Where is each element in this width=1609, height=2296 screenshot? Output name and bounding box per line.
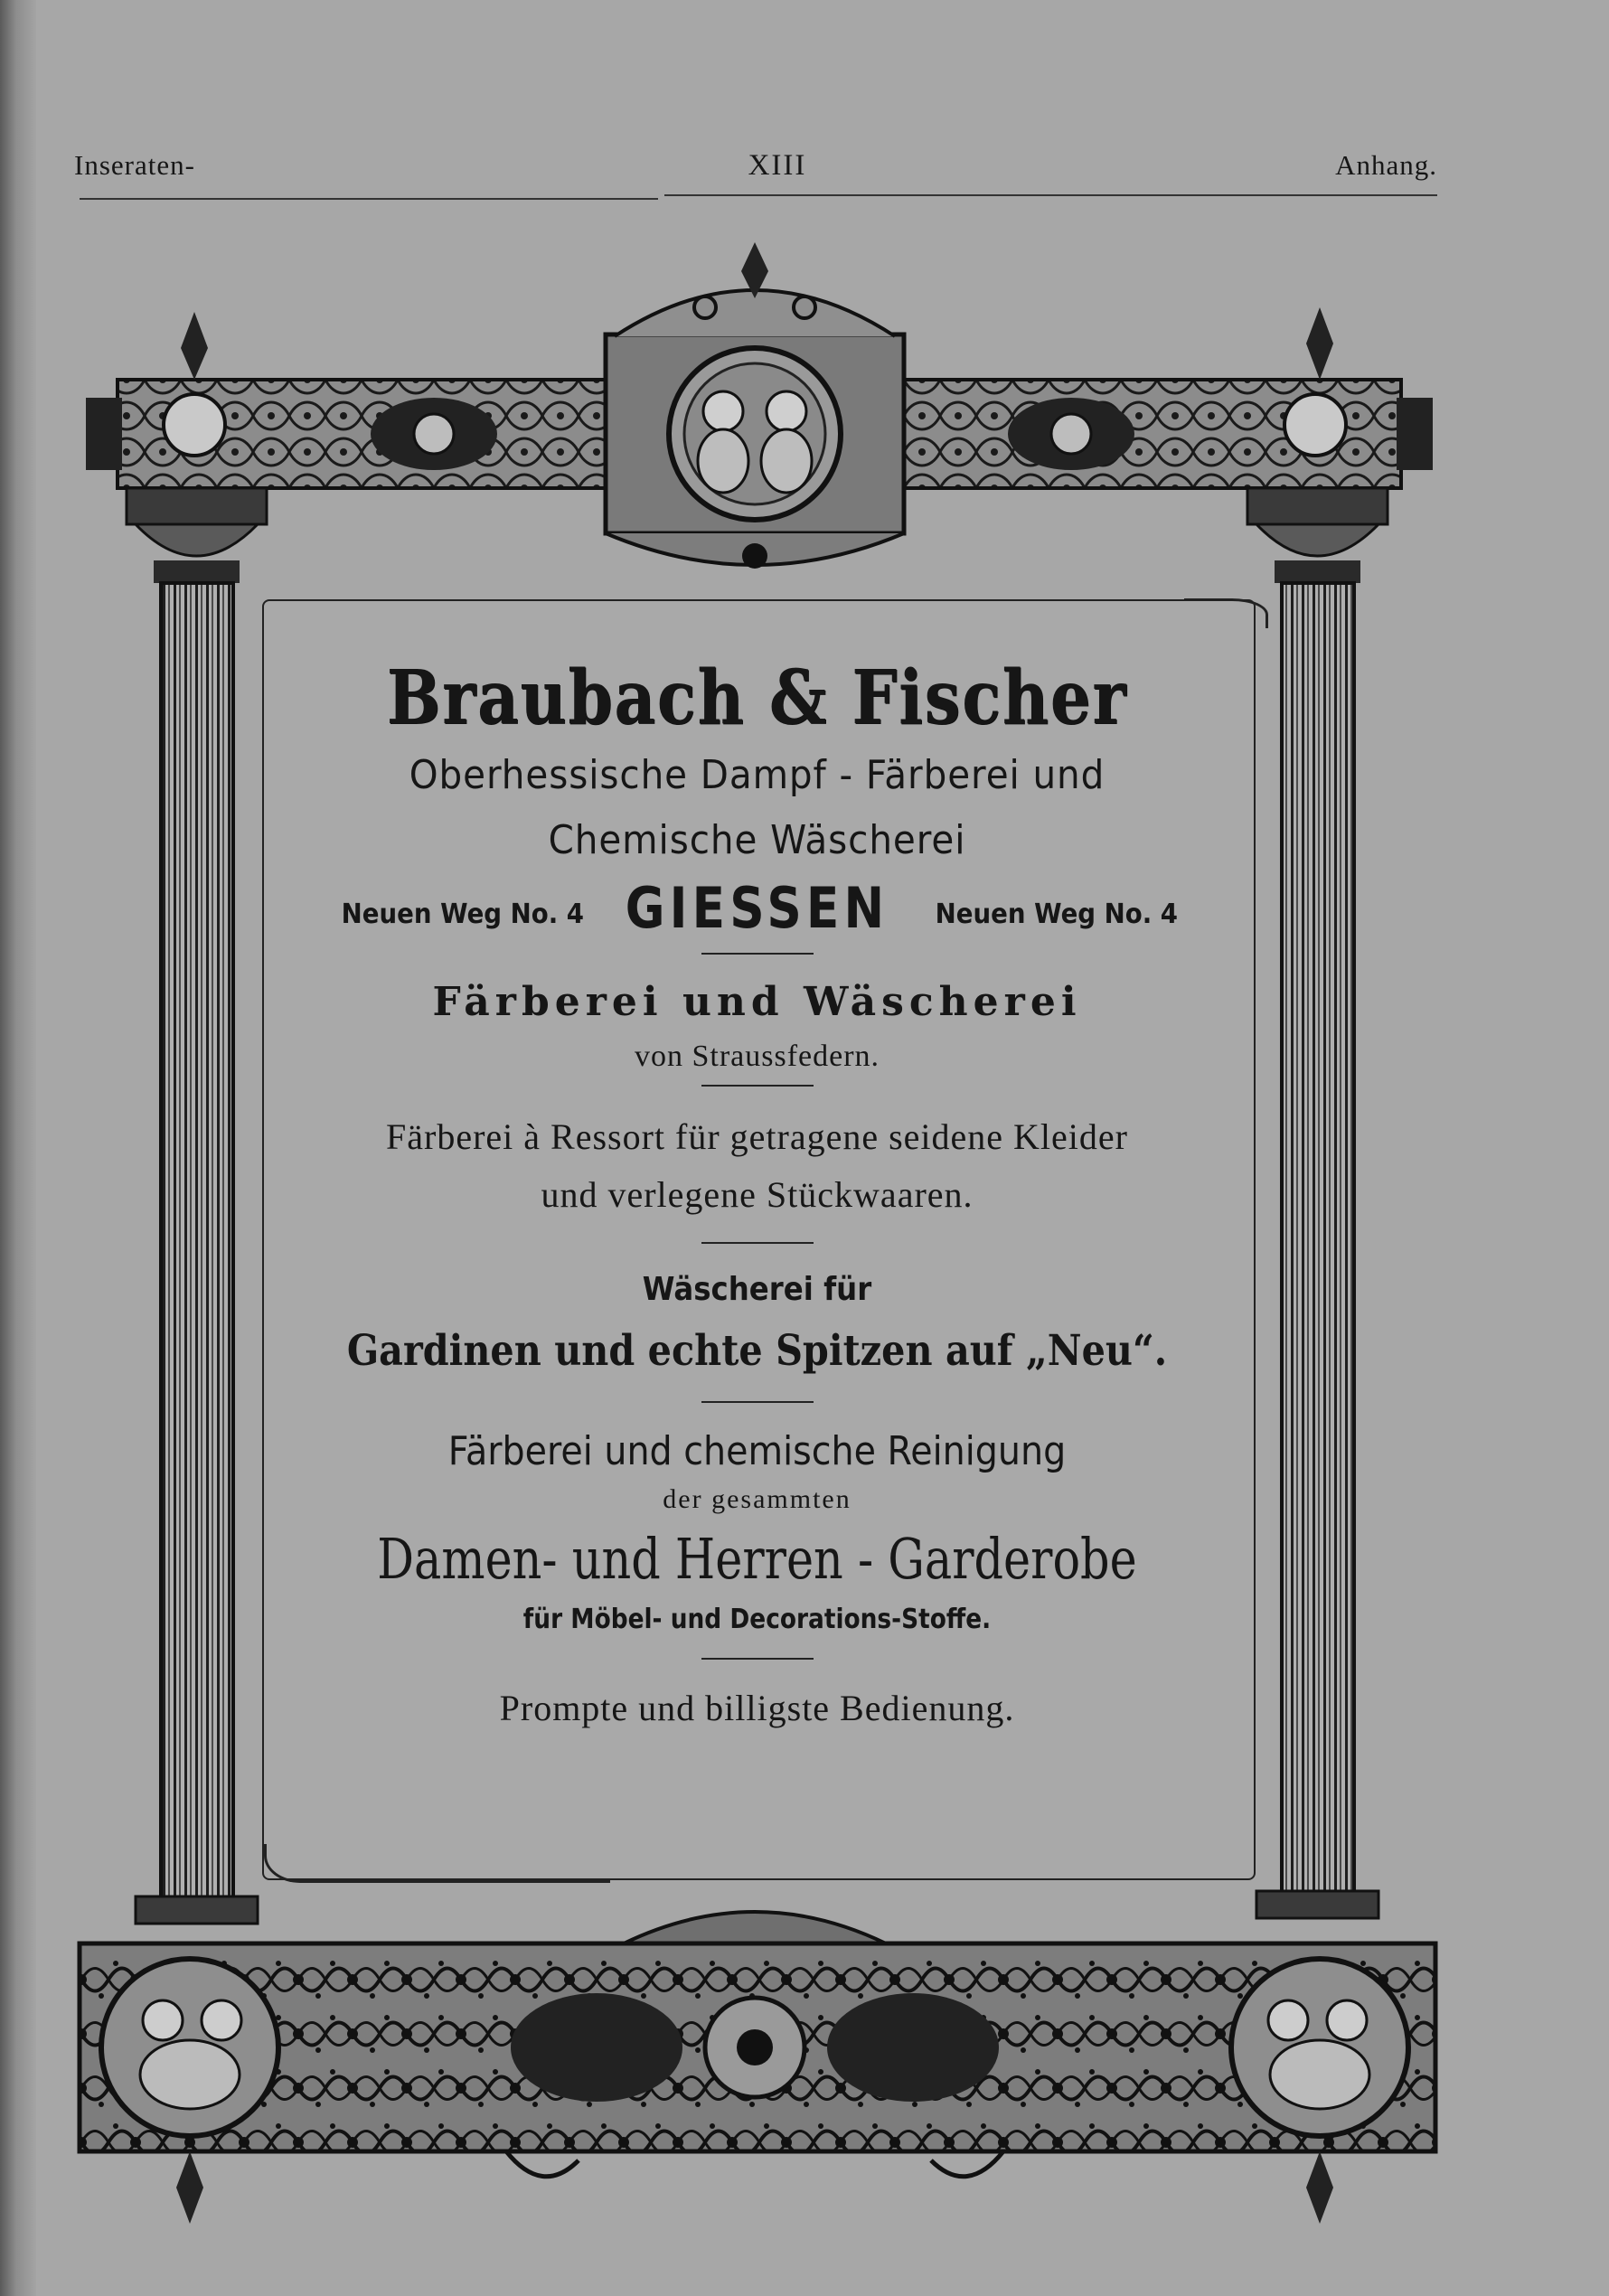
panel-curl-top bbox=[1184, 598, 1268, 628]
section-2-line-2: und verlegene Stückwaaren. bbox=[541, 1174, 974, 1215]
section-3-line-1: Wäscherei für bbox=[642, 1271, 872, 1308]
left-capital bbox=[127, 488, 267, 583]
right-column bbox=[1282, 583, 1354, 1898]
address-left: Neuen Weg No. 4 bbox=[341, 899, 585, 930]
address-right: Neuen Weg No. 4 bbox=[935, 899, 1179, 930]
left-column bbox=[161, 583, 233, 1898]
section-3-line-2: Gardinen und echte Spitzen auf „Neu“. bbox=[346, 1326, 1168, 1376]
section-1-heading: Färberei und Wäscherei bbox=[432, 979, 1082, 1025]
panel-curl-bottom bbox=[264, 1844, 610, 1883]
section-2-line-1: Färberei à Ressort für getragene seidene Kleider bbox=[386, 1116, 1128, 1157]
bottom-frieze bbox=[80, 1912, 1435, 2224]
firm-subtitle-line-1: Oberhessische Dampf - Färberei und bbox=[409, 752, 1106, 798]
running-head-right: Anhang. bbox=[1335, 149, 1437, 181]
divider-4 bbox=[701, 1401, 814, 1403]
page-number: XIII bbox=[748, 149, 807, 182]
firm-name: Braubach & Fischer bbox=[386, 654, 1128, 741]
firm-subtitle-line-2: Chemische Wäscherei bbox=[548, 817, 966, 863]
divider-2 bbox=[701, 1085, 814, 1087]
section-4-line-3: Damen- und Herren - Garderobe bbox=[377, 1526, 1137, 1592]
right-capital bbox=[1247, 488, 1388, 583]
section-4-line-2: der gesammten bbox=[663, 1484, 852, 1514]
left-column-base bbox=[136, 1896, 258, 1924]
right-column-base bbox=[1256, 1891, 1378, 1918]
section-4-line-4: für Möbel- und Decorations-Stoffe. bbox=[522, 1604, 992, 1635]
divider-1 bbox=[701, 953, 814, 955]
top-frieze bbox=[86, 242, 1433, 569]
running-head-left: Inseraten- bbox=[74, 149, 195, 181]
divider-3 bbox=[701, 1242, 814, 1244]
divider-5 bbox=[701, 1658, 814, 1660]
section-4-line-1: Färberei und chemische Reinigung bbox=[447, 1428, 1067, 1474]
address-row bbox=[262, 875, 1252, 953]
advert-content bbox=[262, 633, 1252, 1737]
closing-line: Prompte und billigste Bedienung. bbox=[499, 1688, 1015, 1728]
city-name: GIESSEN bbox=[625, 875, 889, 941]
section-1-sub: von Straussfedern. bbox=[634, 1040, 880, 1073]
